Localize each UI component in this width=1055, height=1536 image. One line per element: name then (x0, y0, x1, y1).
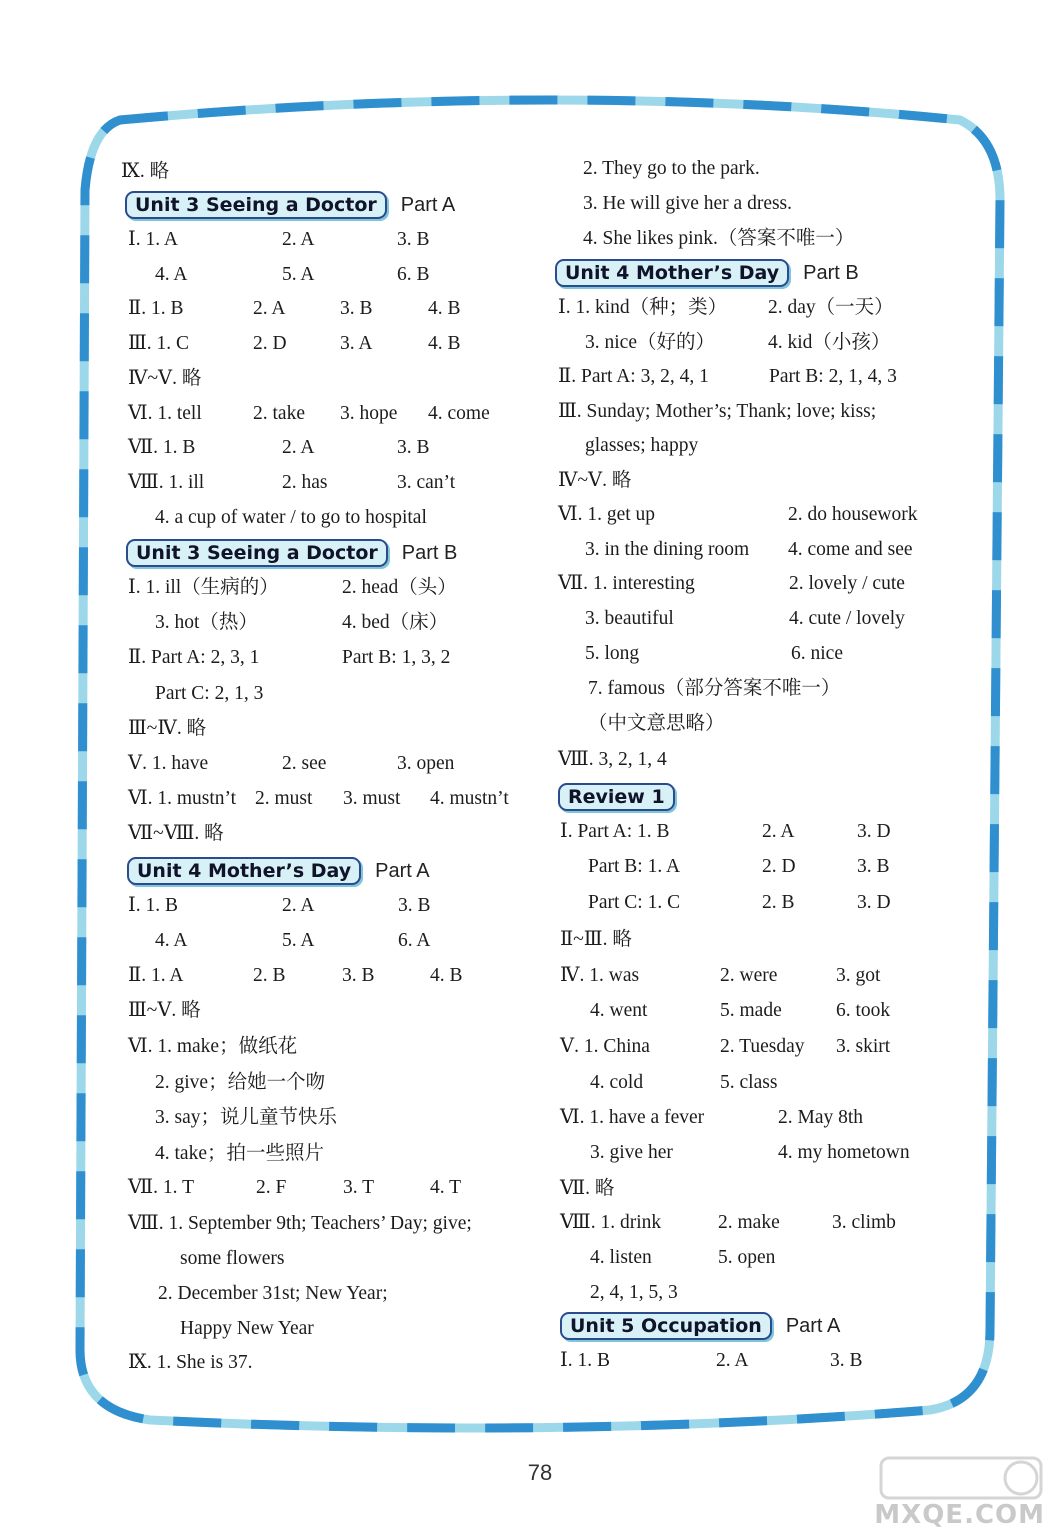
answer-line: 6. B (397, 264, 430, 285)
answer-line: 2. A (282, 895, 315, 916)
unit-section-header (555, 260, 859, 286)
answer-line: 2. A (282, 437, 315, 458)
answer-line: Ⅶ~Ⅷ. 略 (128, 823, 224, 844)
answer-line: 2. lovely / cute (789, 573, 905, 594)
answer-line: Ⅷ. 1. drink (560, 1212, 662, 1233)
answer-line: glasses; happy (585, 435, 699, 456)
answer-line: Ⅵ. 1. get up (558, 504, 656, 525)
answer-line: 4. take；拍一些照片 (155, 1143, 324, 1164)
answer-line: Ⅴ. 1. China (560, 1036, 650, 1057)
answer-line: 2. take (253, 403, 305, 424)
unit-section-header (558, 784, 689, 810)
unit-title-badge: Unit 3 Seeing a Doctor (126, 539, 388, 567)
answer-line: 2. day（一天） (768, 297, 894, 318)
answer-line: Ⅲ. 1. C (128, 333, 190, 354)
part-label: Part A (785, 1314, 841, 1337)
answer-line: 2. Tuesday (720, 1036, 805, 1057)
answer-line: 6. nice (791, 643, 843, 664)
answer-line: 5. A (282, 930, 315, 951)
answer-line: Part C: 1. C (588, 892, 681, 913)
part-label: Part A (400, 193, 456, 216)
answer-line: Ⅱ. Part A: 2, 3, 1 (128, 647, 260, 668)
answer-line: 2. May 8th (778, 1107, 864, 1128)
unit-title-badge: Unit 3 Seeing a Doctor (125, 191, 387, 219)
answer-line: 2. A (762, 821, 795, 842)
watermark-text: MXQE.COM (874, 1500, 1045, 1530)
answer-line: Ⅶ. 1. interesting (558, 573, 695, 594)
answer-line: 3. B (397, 437, 430, 458)
answer-line: 6. A (398, 930, 431, 951)
answer-line: Ⅰ. 1. A (128, 229, 178, 250)
answer-line: Ⅱ. 1. B (128, 298, 184, 319)
answer-line: 4. A (155, 930, 188, 951)
answer-line: 3. in the dining room (585, 539, 750, 560)
answer-line: 3. D (857, 821, 891, 842)
answer-line: 3. He will give her a dress. (583, 193, 793, 214)
answer-line: 3. B (830, 1350, 863, 1371)
answer-line: 3. say；说儿童节快乐 (155, 1107, 337, 1128)
answer-line: 2. make (718, 1212, 780, 1233)
answer-line: 3. D (857, 892, 891, 913)
answer-line: 5. made (720, 1000, 782, 1021)
answer-line: 3. nice（好的） (585, 332, 715, 353)
answer-line: 3. B (857, 856, 890, 877)
answer-line: 2. do housework (788, 504, 918, 525)
answer-line: 4. mustn’t (430, 788, 509, 809)
answer-line: 4. B (428, 333, 461, 354)
answer-line: Ⅰ. 1. B (560, 1350, 610, 1371)
answer-line: Ⅲ. Sunday; Mother’s; Thank; love; kiss; (558, 401, 877, 422)
answer-line: 4. cute / lovely (789, 608, 905, 629)
answer-line: 4. went (590, 1000, 648, 1021)
unit-title-badge: Unit 4 Mother’s Day (555, 259, 789, 287)
answer-line: Part B: 1. A (588, 856, 681, 877)
answer-line: 2, 4, 1, 5, 3 (590, 1282, 678, 1303)
answer-line: Ⅱ~Ⅲ. 略 (560, 929, 632, 950)
answer-line: Ⅰ. Part A: 1. B (560, 821, 670, 842)
answer-line: 3. B (397, 229, 430, 250)
answer-line: Ⅶ. 1. T (128, 1177, 194, 1198)
unit-section-header (126, 540, 457, 566)
unit-title-badge: Unit 4 Mother’s Day (127, 857, 361, 885)
unit-section-header (560, 1313, 840, 1339)
answer-line: Ⅰ. 1. ill（生病的） (128, 577, 279, 598)
answer-line: 3. open (397, 753, 455, 774)
answer-line: Ⅲ~Ⅴ. 略 (128, 1000, 201, 1021)
answer-line: 2. see (282, 753, 327, 774)
answer-line: 3. must (343, 788, 401, 809)
answer-line: 2. B (762, 892, 795, 913)
answer-line: 2. A (253, 298, 286, 319)
answer-line: Part B: 1, 3, 2 (342, 647, 451, 668)
unit-title-badge: Unit 5 Occupation (560, 1312, 772, 1340)
answer-line: Ⅳ~Ⅴ. 略 (558, 470, 632, 491)
answer-line: Ⅷ. 1. ill (128, 472, 205, 493)
answer-line: 4. A (155, 264, 188, 285)
unit-title-badge: Review 1 (558, 783, 675, 811)
answer-line: Ⅸ. 1. She is 37. (128, 1352, 253, 1373)
answer-line: Ⅳ. 1. was (560, 965, 640, 986)
page-number: 78 (527, 1460, 553, 1485)
answer-line: Ⅰ. 1. kind（种；类） (558, 297, 728, 318)
answer-line: Ⅷ. 1. September 9th; Teachers’ Day; give; (128, 1213, 472, 1234)
answer-line: 2. They go to the park. (583, 158, 760, 179)
answer-line: Ⅸ. 略 (121, 161, 170, 182)
answer-line: Ⅶ. 1. B (128, 437, 196, 458)
answer-line: Ⅵ. 1. have a fever (560, 1107, 705, 1128)
answer-line: 3. got (836, 965, 881, 986)
answer-line: 3. B (398, 895, 431, 916)
answer-line: 4. T (430, 1177, 462, 1198)
answer-line: 4. come (428, 403, 490, 424)
answer-line: 3. climb (832, 1212, 896, 1233)
answer-line: 4. a cup of water / to go to hospital (155, 507, 427, 528)
answer-line: 3. B (342, 965, 375, 986)
answer-line: Ⅵ. 1. make；做纸花 (128, 1036, 298, 1057)
answer-line: 3. give her (590, 1142, 673, 1163)
answer-line: 4. B (430, 965, 463, 986)
answer-line: Ⅲ~Ⅳ. 略 (128, 718, 207, 739)
answer-line: 4. cold (590, 1072, 644, 1093)
answer-line: 3. skirt (836, 1036, 891, 1057)
answer-line: Part B: 2, 1, 4, 3 (769, 366, 897, 387)
answer-line: Ⅴ. 1. have (128, 753, 209, 774)
answer-line: 2. has (282, 472, 328, 493)
answer-line: 6. took (836, 1000, 891, 1021)
answer-line: Ⅱ. 1. A (128, 965, 184, 986)
answer-line: 3. beautiful (585, 608, 674, 629)
answer-line: 3. hope (340, 403, 398, 424)
answer-line: Ⅱ. Part A: 3, 2, 4, 1 (558, 366, 709, 387)
answer-line: 4. bed（床） (342, 612, 449, 633)
answer-line: 2. head（头） (342, 577, 457, 598)
answer-line: 5. long (585, 643, 640, 664)
unit-section-header (127, 858, 430, 884)
answer-line: 2. must (255, 788, 313, 809)
answer-line: 3. T (343, 1177, 375, 1198)
answer-line: Ⅳ~Ⅴ. 略 (128, 368, 202, 389)
answer-line: Ⅶ. 略 (560, 1178, 615, 1199)
answer-line: 4. my hometown (778, 1142, 910, 1163)
answer-line: Part C: 2, 1, 3 (155, 683, 264, 704)
answer-line: 3. can’t (397, 472, 456, 493)
answer-line: Ⅵ. 1. tell (128, 403, 202, 424)
answer-line: 4. B (428, 298, 461, 319)
answer-line: 5. open (718, 1247, 776, 1268)
answer-line: 3. B (340, 298, 373, 319)
part-label: Part A (375, 859, 430, 882)
answer-line: 5. A (282, 264, 315, 285)
answer-line: 2. A (716, 1350, 749, 1371)
answer-line: 3. hot（热） (155, 612, 258, 633)
answer-line: 2. A (282, 229, 315, 250)
answer-line: 7. famous（部分答案不唯一） (588, 678, 841, 699)
part-label: Part B (401, 541, 458, 564)
answer-line: 2. were (720, 965, 778, 986)
answer-line: （中文意思略） (588, 713, 725, 734)
answer-line: 3. A (340, 333, 373, 354)
answer-line: Ⅵ. 1. mustn’t (128, 788, 237, 809)
answer-line: 4. She likes pink.（答案不唯一） (583, 228, 855, 249)
unit-section-header (125, 192, 455, 218)
answer-line: 4. kid（小孩） (768, 332, 891, 353)
answer-line: 5. class (720, 1072, 778, 1093)
answer-line: 2. D (253, 333, 287, 354)
answer-line: 4. listen (590, 1247, 652, 1268)
answer-line: 4. come and see (788, 539, 913, 560)
part-label: Part B (803, 261, 859, 284)
answer-line: 2. December 31st; New Year; (158, 1283, 388, 1304)
answer-line: 2. give；给她一个吻 (155, 1072, 326, 1093)
answer-line: Happy New Year (180, 1318, 314, 1339)
answer-line: 2. B (253, 965, 286, 986)
answer-line: 2. D (762, 856, 796, 877)
answer-line: Ⅰ. 1. B (128, 895, 178, 916)
answer-line: Ⅷ. 3, 2, 1, 4 (558, 749, 667, 770)
answer-line: 2. F (256, 1177, 287, 1198)
answer-line: some flowers (180, 1248, 285, 1269)
